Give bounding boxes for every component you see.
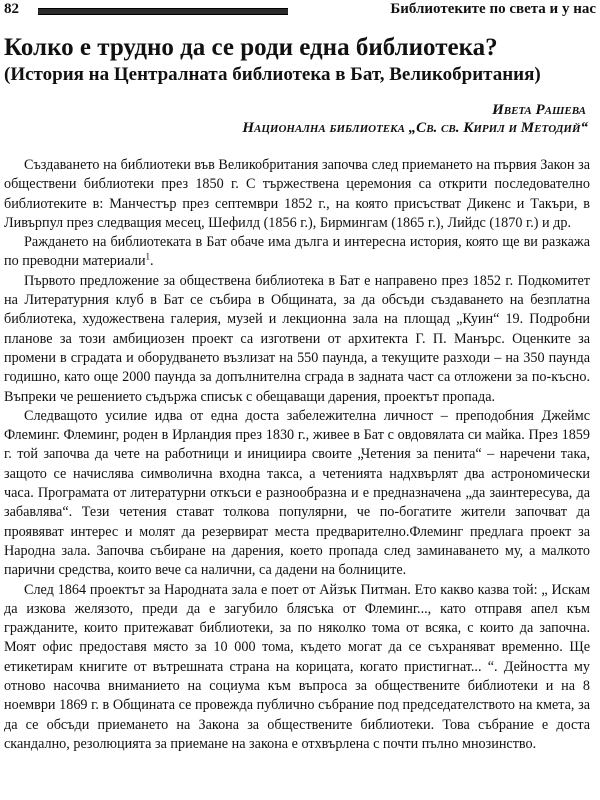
paragraph-text: След 1864 проектът за Народната зала е поет от Айзък Питман. Ето какво казва той: „ Искам да изкова желязото, преди да е загубило блясъка от Флеминг..., като отправя апел към гражданите, които притежават библиотеки, за по няколко тома от всяка, с които да започна. Моят офис предоставя място за 10 000 тома, където могат да се съхраняват временно. Ще етикетирам книгите от вътрешната страна на корицата, когато пристигнат... “. Дейността му отново насочва вниманието на социума към въпроса за обществените библиотеки и на 8 ноември 1869 г. в Общината се провежда публично събрание под председателството на кмета, за да се обсъди приемането на Закона за обществените библиотеки. Това събрание е доста скандално, резолюцията за приемане на закона е отхвърлена с почти пълно мнозинство. [4, 581, 590, 752]
footnote-reference: 1 [145, 251, 151, 262]
article-title: Колко е трудно да се роди една библиотека? [4, 34, 498, 61]
paragraph-3 [4, 272, 590, 407]
paragraph-text: Раждането на библиотеката в Бат обаче има дълга и интересна история, която ще ви разкажа по преводни материали [4, 234, 590, 270]
author-affiliation: Национална библиотека „Св. св. Кирил и Методий“ [242, 120, 588, 136]
section-title: Библиотеките по света и у нас [390, 1, 596, 17]
running-header [0, 0, 600, 20]
paragraph-text: Създаването на библиотеки във Великобритания започва след приемането на първия Закон за обществени библиотеки през 1850 г. С тържествена церемония са открити последователно библиотеките в: Манчестър през септември 1852 г., на която присъстват Дикенс и Такъри, в Ливърпул през следващия месец, Шефилд (1856 г.), Бирмингам (1865 г.), Лийдс (1870 г.) и др. [4, 157, 590, 231]
paragraph-1 [4, 156, 590, 233]
paragraph-2 [4, 233, 590, 272]
paragraph-4 [4, 407, 590, 581]
article-subtitle: (История на Централната библиотека в Бат, Великобритания) [4, 64, 541, 85]
page-number: 82 [4, 1, 19, 17]
article-body [4, 156, 590, 754]
paragraph-end-punctuation: . [150, 253, 154, 270]
paragraph-text: Следващото усилие идва от една доста забележителна личност – преподобния Джеймс Флеминг. Флеминг, роден в Ирландия през 1830 г., живее в Бат с овдовялата си майка. През 1859 г. той започва да чете на работници и инициира своите „Четения за пенита“ – наречени така, защото се начислява символична входна такса, а четенията надхвърлят два астрономически часа. Програмата от литературни откъси е разнообразна и е предназначена „да заинтересува, да забавлява“. Тези четения стават толкова популярни, че по-богатите жители започват да проявяват интерес и молят да резервират места предварително.Флеминг предлага проект за Народна зала. Започва събиране на дарения, което пропада след заминаването му, а малкото парични средства, които вече са налични, са дадени на болниците. [4, 407, 590, 579]
paragraph-text: Първото предложение за обществена библиотека в Бат е направено през 1852 г. Подкомитет на Литературния клуб в Бат се събира в Общината, за да обсъди създаването на безплатна библиотека, художествена галерия, музей и лекционна зала на площад „Куин“ 19. Подробни планове за този амбициозен проект са изготвени от архитекта Г. П. Манърс. Оценките за промени в сградата и оборудването възлизат на 550 паунда, а текущите разходи – на 350 паунда годишно, като още 2000 паунда за допълнителна сграда в задната част са отложени за по-късно. Въпреки че решението съдържа списък с обещаващи дарения, проектът пропада. [4, 272, 590, 405]
header-rule [38, 8, 288, 15]
author-name: Ивета Рашева [492, 102, 586, 118]
paragraph-5 [4, 581, 590, 755]
